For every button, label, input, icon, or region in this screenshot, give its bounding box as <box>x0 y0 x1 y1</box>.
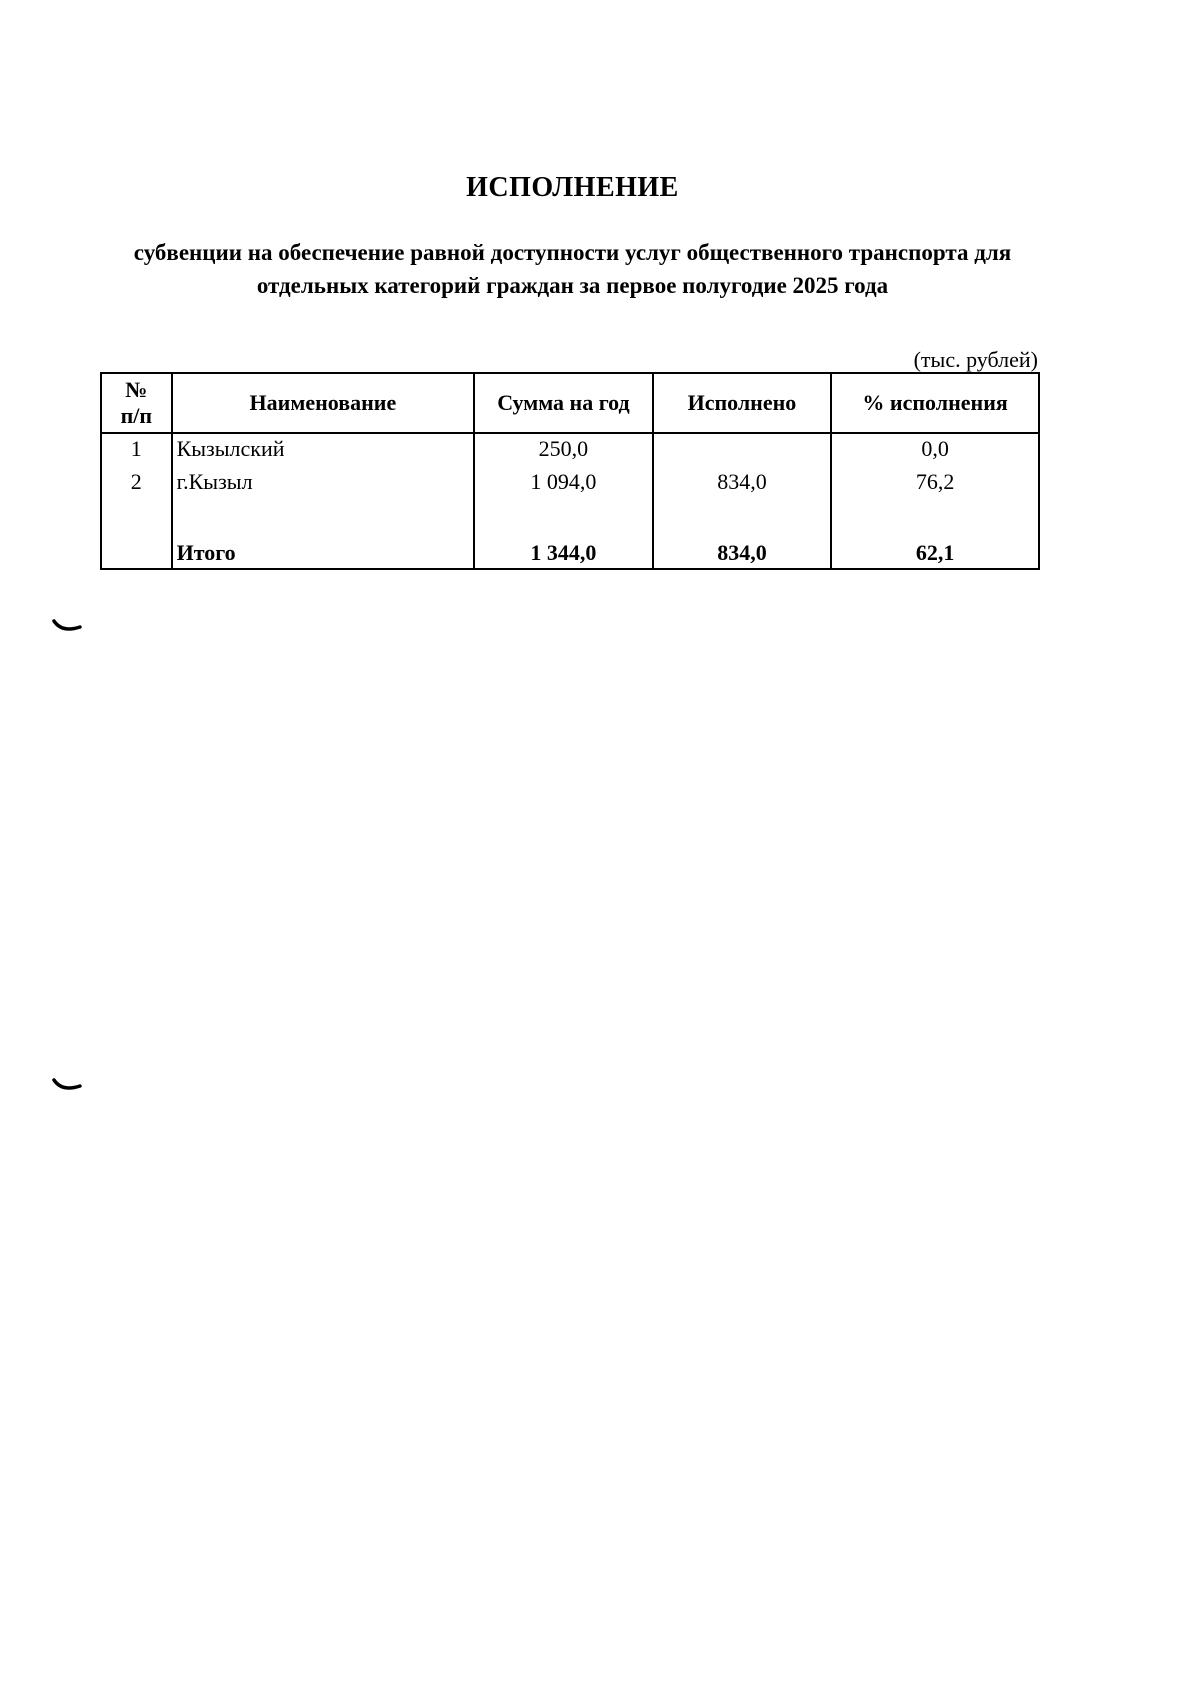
header-sum: Сумма на год <box>474 373 653 433</box>
total-sum: 1 344,0 <box>474 534 653 569</box>
table-spacer-row <box>101 502 1039 534</box>
document-subtitle <box>90 236 1055 302</box>
row-name: г.Кызыл <box>172 469 475 502</box>
row-pct: 0,0 <box>831 433 1039 469</box>
subtitle-line-2: отдельных категорий граждан за первое полугодие 2025 года <box>256 273 889 298</box>
total-num <box>101 534 172 569</box>
row-sum: 250,0 <box>474 433 653 469</box>
header-num-symbol: № <box>125 377 148 402</box>
scan-mark-icon <box>52 1078 82 1092</box>
header-name: Наименование <box>172 373 475 433</box>
table-total-row <box>101 534 1039 569</box>
row-num: 2 <box>101 469 172 502</box>
row-done <box>653 433 832 469</box>
row-name: Кызылский <box>172 433 475 469</box>
document-title: ИСПОЛНЕНИЕ <box>466 172 679 203</box>
header-pct: % исполнения <box>831 373 1039 433</box>
subtitle-line-1: субвенции на обеспечение равной доступности услуг общественного транспорта для <box>133 240 1012 265</box>
row-pct: 76,2 <box>831 469 1039 502</box>
table-row <box>101 469 1039 502</box>
row-done: 834,0 <box>653 469 832 502</box>
scan-mark-icon <box>52 619 82 633</box>
units-note: (тыс. рублей) <box>913 347 1038 372</box>
header-num-label: п/п <box>120 403 153 428</box>
row-sum: 1 094,0 <box>474 469 653 502</box>
header-done: Исполнено <box>653 373 832 433</box>
report-table <box>100 372 1040 570</box>
total-done: 834,0 <box>653 534 832 569</box>
row-num: 1 <box>101 433 172 469</box>
total-pct: 62,1 <box>831 534 1039 569</box>
table-row <box>101 433 1039 469</box>
table-header-row <box>101 373 1039 433</box>
total-label: Итого <box>172 534 475 569</box>
header-num <box>101 373 172 433</box>
